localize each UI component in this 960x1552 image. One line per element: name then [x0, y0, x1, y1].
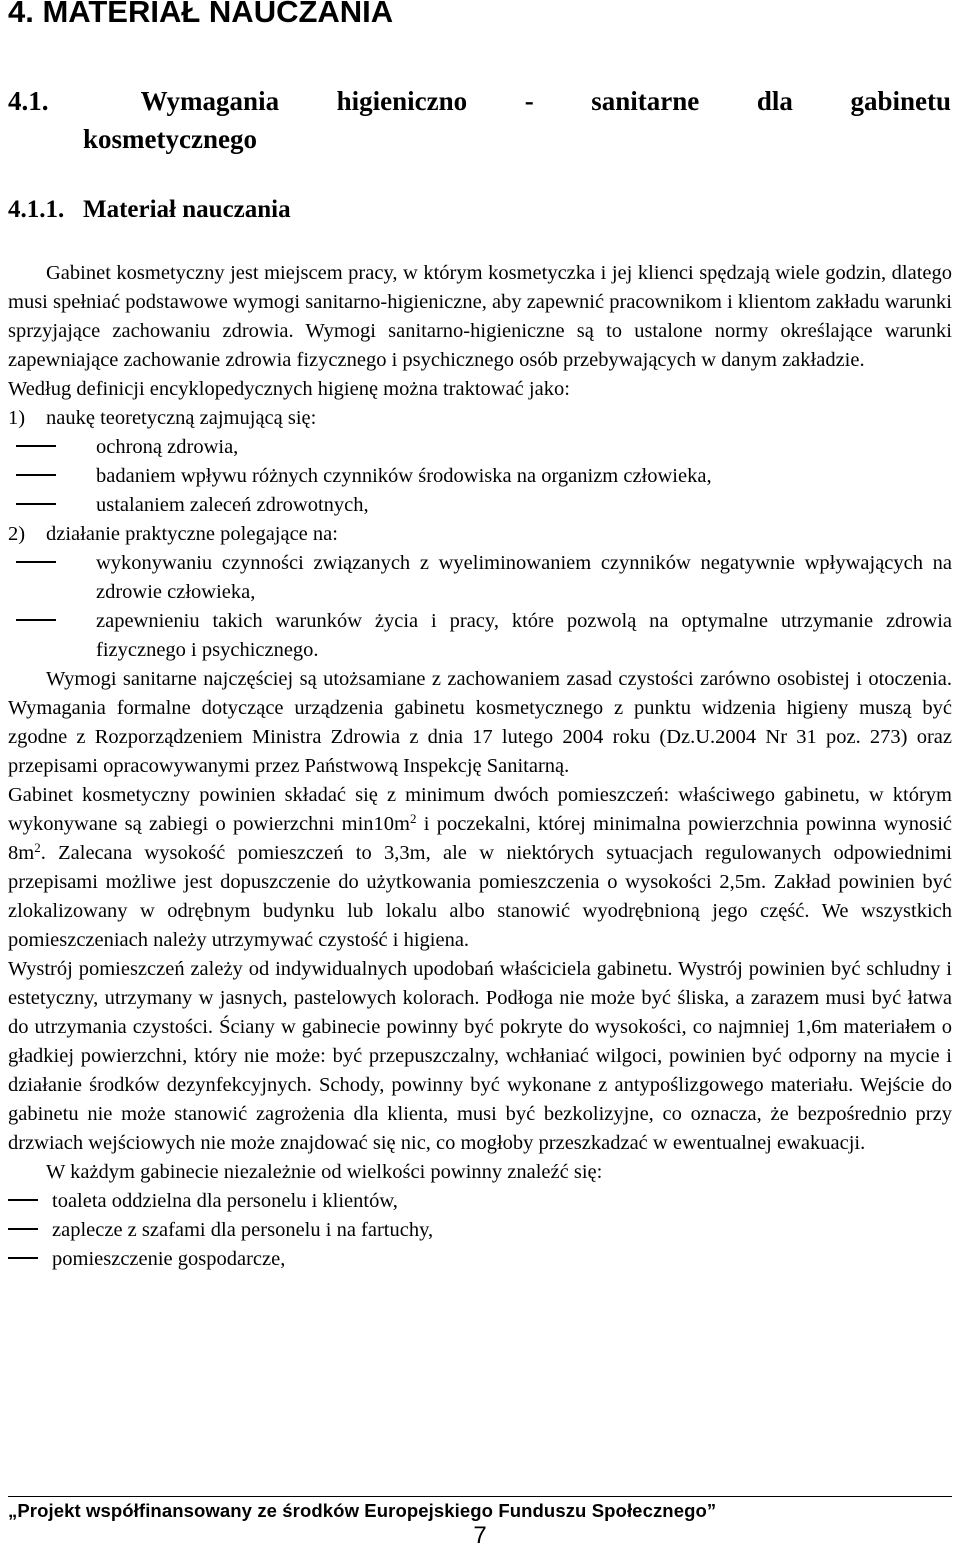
chapter-heading: 4. MATERIAŁ NAUCZANIA: [8, 0, 394, 29]
dash-item: [8, 491, 952, 520]
page-number: 7: [473, 1522, 487, 1549]
dash-item: [8, 433, 952, 462]
paragraph-intro: Gabinet kosmetyczny jest miejscem pracy, w którym kosmetyczka i jej klienci spędzają wiele godzin, dlatego musi spełniać podstawowe wymogi sanitarno-higieniczne, aby zapewnić pracownikom i klientom zakładu warunki sprzyjające zachowaniu zdrowia. Wymogi sanitarno-higieniczne są to ustalone normy określające warunki zapewniające zachowanie zdrowia fizycznego i psychicznego osób przebywających w danym zakładzie.: [8, 262, 952, 371]
text-run: i poczekalni, której minimalna powierzchnia powinna wynosić 8m: [8, 813, 952, 864]
dash-bullet: [8, 1216, 52, 1245]
dash-bullet: [8, 433, 96, 462]
section-heading: [8, 82, 951, 158]
subsection-heading: [8, 196, 291, 224]
section-word: Wymagania: [140, 86, 280, 116]
section-number: 4.1.: [8, 86, 49, 116]
dash-item: [8, 1216, 952, 1245]
dash-bullet: [8, 1187, 52, 1216]
section-word: higieniczno: [336, 86, 468, 116]
section-word: sanitarne: [591, 86, 700, 116]
paragraph-required-rooms: W każdym gabinecie niezależnie od wielkości powinny znaleźć się:: [46, 1161, 603, 1183]
dash-text: badaniem wpływu różnych czynników środowiska na organizm człowieka,: [96, 465, 712, 487]
subsection-number: 4.1.1.: [8, 196, 65, 223]
paragraph-sanitary: Wymogi sanitarne najczęściej są utożsamiane z zachowaniem zasad czystości zarówno osobistej i otoczenia. Wymagania formalne dotyczące urządzenia gabinetu kosmetycznego z punktu widzenia higieny muszą być zgodne z Rozporządzeniem Ministra Zdrowia z dnia 17 lutego 2004 roku (Dz.U.2004 Nr 31 poz. 273) oraz przepisami opracowywanymi przez Państwową Inspekcję Sanitarną.: [8, 668, 952, 777]
list-number: 2): [8, 523, 26, 545]
superscript: 2: [409, 811, 417, 826]
footer-note: „Projekt współfinansowany ze środków Europejskiego Funduszu Społecznego”: [8, 1500, 717, 1521]
dash-bullet: [8, 549, 96, 607]
superscript: 2: [34, 840, 41, 855]
list-number: 1): [8, 407, 26, 429]
section-word: -: [524, 86, 534, 116]
subsection-title: Materiał nauczania: [83, 196, 291, 223]
dash-bullet: [8, 607, 96, 665]
dash-bullet: [8, 462, 96, 491]
text-run: Gabinet kosmetyczny powinien składać się z minimum dwóch pomieszczeń: właściwego gabinetu, w którym wykonywane są zabiegi o powierzchni min10m: [8, 784, 952, 835]
dash-text: zapewnieniu takich warunków życia i pracy, które pozwolą na optymalne utrzymanie zdrowia fizycznego i psychicznego.: [96, 610, 952, 661]
dash-bullet: [8, 1245, 52, 1274]
paragraph-definition: Według definicji encyklopedycznych higienę można traktować jako:: [8, 378, 570, 400]
text-run: . Zalecana wysokość pomieszczeń to 3,3m, ale w niektórych sytuacjach regulowanych odpowiednimi przepisami możliwe jest dopuszczenie do użytkowania pomieszczenia o wysokości 2,5m. Zakład powinien być zlokalizowany w odrębnym budynku lub lokalu albo stanowić wyodrębnioną jego część. We wszystkich pomieszczeniach należy utrzymywać czystość i higiena.: [8, 842, 952, 951]
list-text: działanie praktyczne polegające na:: [46, 523, 338, 545]
dash-text: pomieszczenie gospodarcze,: [52, 1248, 286, 1270]
dash-text: toaleta oddzielna dla personelu i klientów,: [52, 1190, 398, 1212]
dash-text: ustalaniem zaleceń zdrowotnych,: [96, 494, 369, 516]
footer-divider: [8, 1496, 952, 1497]
section-heading-line1: [8, 82, 951, 120]
list-item: [8, 520, 952, 549]
dash-item: [8, 607, 952, 665]
dash-text: wykonywaniu czynności związanych z wyeliminowaniem czynników negatywnie wpływających na zdrowie człowieka,: [96, 552, 952, 603]
dash-item: [8, 549, 952, 607]
list-text: naukę teoretyczną zajmującą się:: [46, 407, 317, 429]
dash-item: [8, 1187, 952, 1216]
list-item: [8, 404, 952, 433]
dash-bullet: [8, 491, 96, 520]
dash-text: ochroną zdrowia,: [96, 436, 239, 458]
section-word: gabinetu: [850, 86, 951, 116]
section-heading-line2: kosmetycznego: [83, 124, 257, 154]
paragraph-decor: Wystrój pomieszczeń zależy od indywidualnych upodobań właściciela gabinetu. Wystrój powinien być schludny i estetyczny, utrzymany w jasnych, pastelowych kolorach. Podłoga nie może być śliska, a zarazem musi być łatwa do utrzymania czystości. Ściany w gabinecie powinny być pokryte do wysokości, co najmniej 1,6m materiałem o gładkiej powierzchni, który nie może: być przepuszczalny, wchłaniać wilgoci, powinien być odporny na mycie i działanie środków dezynfekcyjnych. Schody, powinny być wykonane z antypoślizgowego materiału. Wejście do gabinetu nie może stanowić zagrożenia dla klienta, musi być bezkolizyjne, co oznacza, że bezpośrednio przy drzwiach wejściowych nie może znajdować się nic, co mogłoby przeszkadzać w ewentualnej ewakuacji.: [8, 958, 952, 1154]
dash-text: zaplecze z szafami dla personelu i na fartuchy,: [52, 1219, 434, 1241]
dash-item: [8, 1245, 952, 1274]
dash-item: [8, 462, 952, 491]
section-word: dla: [756, 86, 793, 116]
body-text: [8, 259, 952, 1274]
paragraph-rooms: [8, 781, 952, 955]
